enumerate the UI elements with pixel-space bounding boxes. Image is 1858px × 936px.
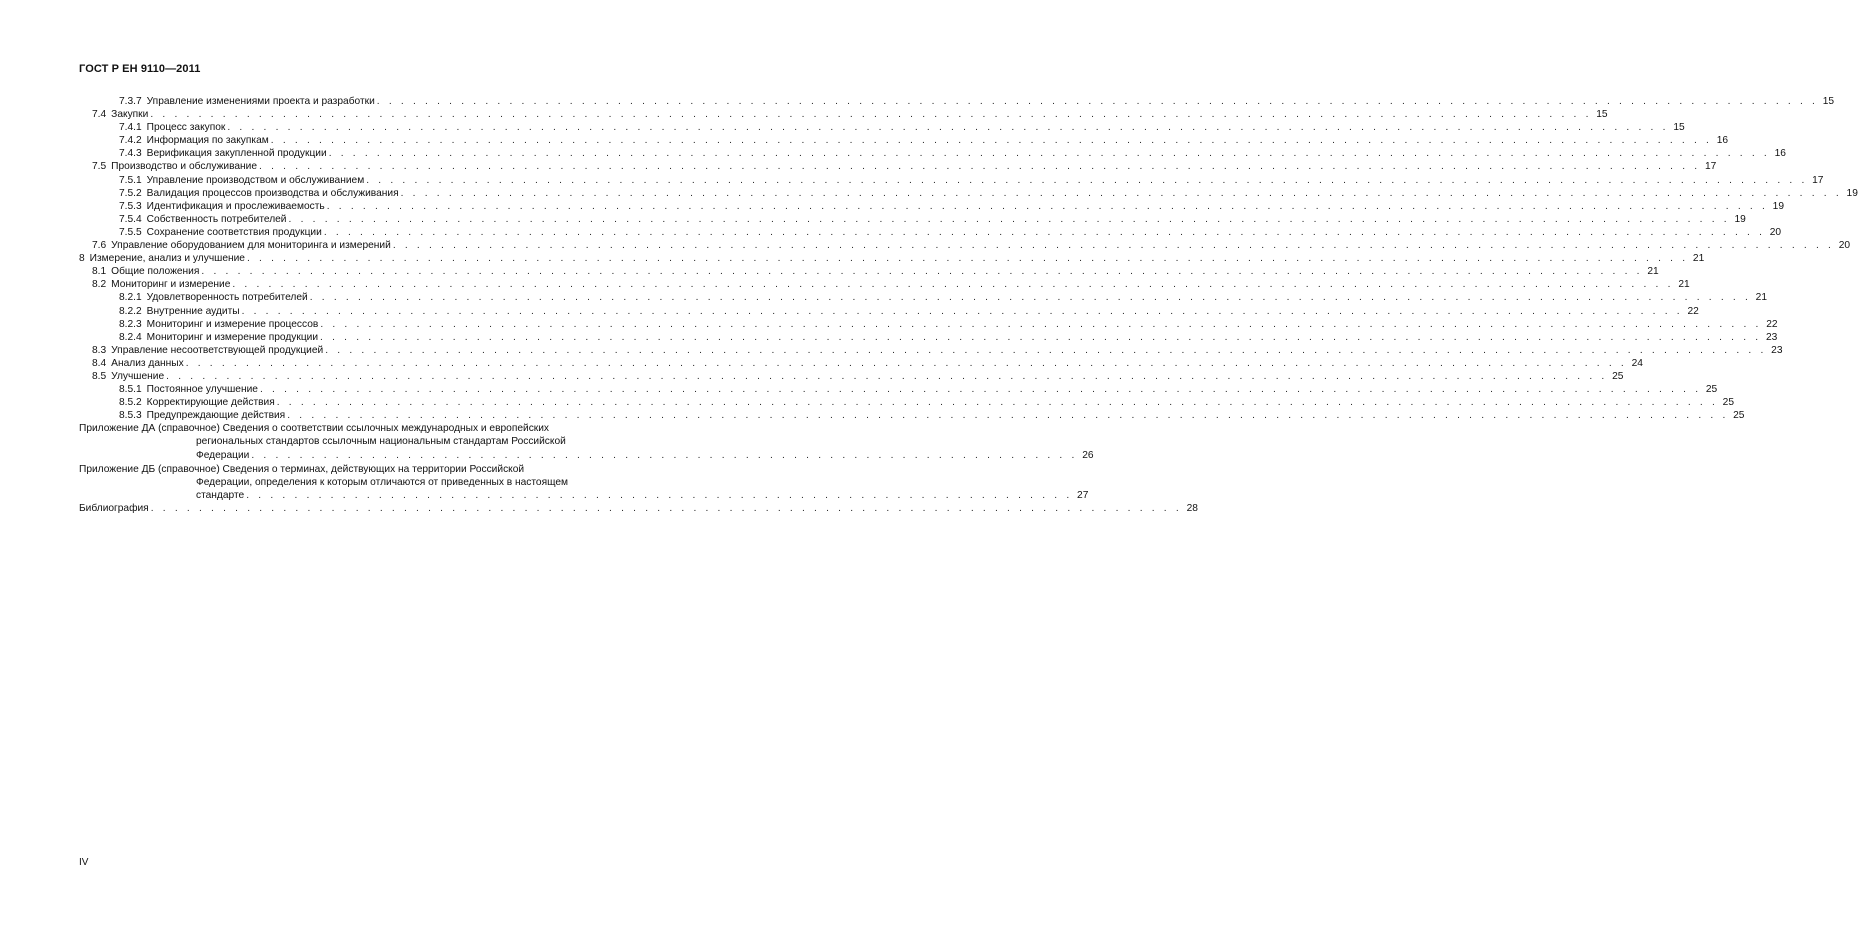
appendix-db-line3: стандарте [196, 489, 245, 501]
toc-entry-page: 22 [1687, 305, 1699, 317]
toc-entry-page: 25 [1722, 397, 1735, 409]
toc-appendix-db[interactable] [79, 463, 1089, 502]
toc-entry-number: 7.5.5 [119, 226, 142, 238]
toc-entry[interactable] [79, 396, 1735, 409]
leader-dots: . . . . . . . . . . . . . . . . . . . . . . . . . . . . . . . . . . . . . . . . . . . . . . . . . . . . . . . . . . . . . . . . . . . . . . . . . . . . . . . . . . . . . . . . . . . . . . . . . . . . . . . . . . . . . . . . . . . . . . . . [320, 318, 1762, 330]
toc-rows [79, 95, 1858, 422]
toc-entry[interactable] [79, 226, 1782, 239]
toc-entry-title: Процесс закупок [146, 122, 226, 134]
toc-entry-number: 8.5 [92, 370, 107, 382]
leader-dots: . . . . . . . . . . . . . . . . . . . . . . . . . . . . . . . . . . . . . . . . . . . . . . . . . . . . . . . . . . . . . . . . . . . . . . . . . . . . . . . . . . . . . . . . . . . . . . . . . . . . . . . . . . . . . . . . . . . . . . . . [166, 370, 1608, 382]
toc-entry[interactable] [79, 409, 1745, 422]
toc-entry-title: Собственность потребителей [146, 213, 287, 225]
toc-entry-page: 22 [1766, 318, 1778, 330]
toc-entry[interactable] [79, 344, 1783, 357]
toc-entry[interactable] [79, 187, 1858, 200]
toc-entry-number: 7.4.3 [119, 148, 142, 160]
leader-dots: . . . . . . . . . . . . . . . . . . . . . . . . . . . . . . . . . . . . . . . . . . . . . . . . . . . . . . . . . . . . . . . . . . . . . . . . . . . . . . . . . . . . . . . . . . . . . . . . . . . . . . . . . . . . . . . . . . . . . . . . [326, 200, 1768, 212]
toc-entry[interactable] [79, 305, 1699, 318]
toc-entry-page: 25 [1705, 384, 1718, 396]
toc-entry-number: 7.5.3 [119, 200, 142, 212]
leader-dots: . . . . . . . . . . . . . . . . . . . . . . . . . . . . . . . . . . . . . . . . . . . . . . . . . . . . . . . . . . . . . . . . . . . . . . . . . . . . . . . . . . . . . . . . . . . . . . . . . . . . . . . . . . . . . . . . . . . . . . . . [241, 305, 1683, 317]
leader-dots: . . . . . . . . . . . . . . . . . . . . . . . . . . . . . . . . . . . . . . . . . . . . . . . . . . . . . . . . . . . . . . . . . . . . . . . . . . . . . . . . . . . . . . . . . . . . . . . . . . . . . . . . . . . . . . . . . . . . . . . . [325, 344, 1767, 356]
leader-dots: . . . . . . . . . . . . . . . . . . . . . . . . . . . . . . . . . . . . . . . . . . . . . . . . . . . . . . . . . . . . . . . . . . . . . . . . . . . . . . . . . . . . . . . . . . . . . . . . . . . . . . . . . . . . . . . . . . . . . . . . [276, 397, 1719, 409]
leader-dots: . . . . . . . . . . . . . . . . . . . . . . . . . . . . . . . . . . . . . . . . . . . . . . . . . . . . . . . . . . . . . . . . . . . . . . . . . . . . . . . . . . . . . . . . . . . . . . . . . . . . . . . . . . . . . . . . . . . . . . . . [259, 384, 1702, 396]
leader-dots: . . . . . . . . . . . . . . . . . . . . . . . . . . . . . . . . . . . . . . . . . . . . . . . . . . . . . . . . . . . . . . . . . . . . . . . . . . . . . . . . . . . . . . . . . . . . . . . . . . . . . . . . . . . . . . . . . . . . . . . . [246, 253, 1689, 265]
toc-entry-page: 16 [1716, 135, 1729, 147]
toc-entry[interactable] [79, 265, 1659, 278]
toc-entry-page: 15 [1673, 122, 1685, 134]
leader-dots: . . . . . . . . . . . . . . . . . . . . . . . . . . . . . . . . . . . . . . . . . . . . . . . . . . . . . . . . . . . . . . . . . . . . . . . . . . . . . . . . . . . . . . . . . . . . . . . . . . . . . . . . . . . . . . . . . . . . . . . . [288, 213, 1730, 225]
appendix-da-page: 26 [1082, 449, 1094, 461]
toc-entry-page: 21 [1678, 279, 1690, 291]
toc-entry-title: Корректирующие действия [146, 397, 275, 409]
toc-entry-number: 8.2.2 [119, 305, 142, 317]
toc-entry-number: 7.3.7 [119, 96, 142, 107]
toc-entry-title: Постоянное улучшение [146, 384, 258, 396]
leader-dots: . . . . . . . . . . . . . . . . . . . . . . . . . . . . . . . . . . . . . . . . . . . . . . . . . . . . . . . . . . . . . . . . . . . . . . . . . . . . . . . . . . . . . . . . . . . . . . . . . . . . . . . . . . . . . . . . . . . . . . . . [259, 161, 1701, 173]
toc-entry-title: Информация по закупкам [146, 135, 269, 147]
toc-entry-page: 17 [1812, 174, 1824, 186]
toc-entry-number: 7.4.1 [119, 122, 142, 134]
toc-entry[interactable] [79, 331, 1778, 344]
toc-entry-number: 8.2.4 [119, 331, 142, 343]
document-header: ГОСТ Р ЕН 9110—2011 [79, 63, 201, 75]
toc-entry-number: 8.2 [92, 279, 107, 291]
toc-entry-title: Управление производством и обслуживанием [146, 174, 365, 186]
leader-dots: . . . . . . . . . . . . . . . . . . . . . . . . . . . . . . . . . . . . . . . . . . . . . . . . . . . . . . . . . . . . . . . . . . . . . . . . . . . . . . . . . . . . . . . . . . . . . . . . . . . . . . . . . . . . . . . . . . . . . . . . [270, 135, 1713, 147]
toc-entry-number: 8.1 [92, 266, 107, 278]
appendix-db-line2: Федерации, определения к которым отличаются от приведенных в настоящем [196, 476, 569, 488]
toc-entry-page: 15 [1596, 109, 1608, 121]
leader-dots: . . . . . . . . . . . . . . . . . . . . . . . . . . . . . . . . . . . . . . . . . . . . . . . . . . . . . . . . . . . . . . . . . . . . . . . . . . . . . . . . . . . . . . . . . . . . . . . . . . . . . . . . . . . . . . . . . . . . . . . . [323, 226, 1766, 238]
appendix-db-page: 27 [1077, 489, 1089, 501]
toc-entry-title: Закупки [111, 109, 149, 121]
leader-dots: . . . . . . . . . . . . . . . . . . . . . . . . . . . . . . . . . . . . . . . . . . . . . . . . . . . . . . . . . . . . . . . . . . . . . . . . . . . . . . . . . . . . . . . . . . . . . . . . . . . . . . . . . . . . . . . . . . . . . . . . [185, 357, 1627, 369]
toc-entry-title: Внутренние аудиты [146, 305, 240, 317]
leader-dots: . . . . . . . . . . . . . . . . . . . . . . . . . . . . . . . . . . . . . . . . . . . . . . . . . . . . . . . . . . . . . . . . . . . . . . . . . . . . . . . . . . . . . . . . . . . . . . . . . . . . . . . . . . . . . . . . . . . . . . . . [320, 331, 1762, 343]
toc-entry[interactable] [79, 291, 1768, 304]
leader-dots: . . . . . . . . . . . . . . . . . . . . . . . . . . . . . . . . . . . . . . . . . . . . . . . . . . . . . . . . . . . . . . . . . . . . . [251, 449, 1078, 461]
leader-dots: . . . . . . . . . . . . . . . . . . . . . . . . . . . . . . . . . . . . . . . . . . . . . . . . . . . . . . . . . . . . . . . . . . . . . . . . . . . . . . . . . . . . . . . . . . . . . . . . . . . . . . . . . . . . . . . . . . . . . . . . [150, 109, 1592, 121]
appendix-db-line3-row [79, 489, 1089, 502]
toc-entry[interactable] [79, 134, 1729, 147]
leader-dots: . . . . . . . . . . . . . . . . . . . . . . . . . . . . . . . . . . . . . . . . . . . . . . . . . . . . . . . . . . . . . . . . . . . . . . . . . . . . . . . . . . . . . . . . . . . . . . . . . . . . . . . . . . . . . . . . . . . . . . . . [392, 240, 1835, 252]
toc-entry-number: 8.5.1 [119, 384, 142, 396]
toc-entry[interactable] [79, 200, 1784, 213]
leader-dots: . . . . . . . . . . . . . . . . . . . . . . . . . . . . . . . . . . . . . . . . . . . . . . . . . . . . . . . . . . . . . . . . . . . . . . . . . . . . . . . . . . . . . . . . . . . . . . . . . . . . . . . . . . . . . . . . . . . . . . . . [227, 122, 1669, 134]
toc-entry[interactable] [79, 147, 1786, 160]
toc-appendix-da[interactable] [79, 422, 1094, 461]
leader-dots: . . . . . . . . . . . . . . . . . . . . . . . . . . . . . . . . . . . . . . . . . . . . . . . . . . . . . . . . . . . . . . . . . . . . . . . . . . . . . . . . . . . . . . . . . . . . . . . . . . . . . . . . . . . . . . . . . . . . . . . . [232, 279, 1674, 291]
toc-entry-title: Удовлетворенность потребителей [146, 292, 308, 304]
toc-entry[interactable] [79, 252, 1705, 265]
toc-entry-number: 7.5.4 [119, 213, 142, 225]
toc-entry-number: 7.6 [92, 240, 107, 252]
toc-entry-page: 19 [1772, 200, 1784, 212]
toc-entry-page: 15 [1822, 96, 1835, 107]
toc-entry-title: Анализ данных [111, 357, 184, 369]
leader-dots: . . . . . . . . . . . . . . . . . . . . . . . . . . . . . . . . . . . . . . . . . . . . . . . . . . . . . . . . . . . . . . . . . . . . . . . . . . . . . . . . . . . . . . . . . . . . . . . . . . . . . . . . . . . . . . . . . . . . . . . . [328, 148, 1770, 160]
appendix-da-line3: Федерации [196, 449, 250, 461]
toc-entry-title: Производство и обслуживание [111, 161, 258, 173]
toc-entry-page: 20 [1838, 240, 1851, 252]
toc-entry[interactable] [79, 318, 1778, 331]
toc-entry[interactable] [79, 108, 1608, 121]
toc-entry-title: Мониторинг и измерение процессов [146, 318, 319, 330]
toc-entry-title: Управление несоответствующей продукцией [111, 344, 324, 356]
toc-entry-title: Идентификация и прослеживаемость [146, 200, 325, 212]
toc-entry-number: 7.5 [92, 161, 107, 173]
toc-entry-title: Управление изменениями проекта и разработки [146, 96, 375, 107]
toc-entry-title: Общие положения [111, 266, 200, 278]
toc-entry-page: 23 [1771, 344, 1783, 356]
toc-entry-number: 8.2.1 [119, 292, 142, 304]
toc-entry-number: 7.4.2 [119, 135, 142, 147]
toc-entry-page: 25 [1612, 370, 1624, 382]
toc-entry-number: 8.2.3 [119, 318, 142, 330]
leader-dots: . . . . . . . . . . . . . . . . . . . . . . . . . . . . . . . . . . . . . . . . . . . . . . . . . . . . . . . . . . . . . . . . . . . . . [246, 489, 1073, 501]
leader-dots: . . . . . . . . . . . . . . . . . . . . . . . . . . . . . . . . . . . . . . . . . . . . . . . . . . . . . . . . . . . . . . . . . . . . . . . . . . . . . . . . . . . . . . . . . . . . . . . . . . . . . . . . . . . . . . . . . . . . . . . . [366, 174, 1808, 186]
appendix-db-line1: Приложение ДБ (справочное) Сведения о терминах, действующих на территории Российской [79, 463, 525, 475]
toc-entry-page: 25 [1733, 410, 1745, 422]
toc-entry[interactable] [79, 239, 1851, 252]
toc-entry-number: 7.5.1 [119, 174, 142, 186]
toc-entry[interactable] [79, 357, 1643, 370]
page-number-roman: IV [79, 857, 89, 868]
toc-entry-number: 7.5.2 [119, 187, 142, 199]
toc-entry-title: Верификация закупленной продукции [146, 148, 327, 160]
leader-dots: . . . . . . . . . . . . . . . . . . . . . . . . . . . . . . . . . . . . . . . . . . . . . . . . . . . . . . . . . . . . . . . . . . . . . . . . . . . . . . . . . . . . . . . . . . . . . . . . . . . . . . . . . . . . . . . . . . . . . . . . [376, 96, 1819, 107]
appendix-da-line2: региональных стандартов ссылочным национальным стандартам Российской [196, 436, 566, 448]
leader-dots: . . . . . . . . . . . . . . . . . . . . . . . . . . . . . . . . . . . . . . . . . . . . . . . . . . . . . . . . . . . . . . . . . . . . . . . . . . . . . . . . . . . . . . . . . . . . . . . . . . . . . . . . . . . . . . . . . . . . . . . . [400, 187, 1842, 199]
toc-entry[interactable] [79, 95, 1835, 108]
leader-dots: . . . . . . . . . . . . . . . . . . . . . . . . . . . . . . . . . . . . . . . . . . . . . . . . . . . . . . . . . . . . . . . . . . . . . . . . . . . . . . . . . . . . . . . . . . . . . . . . . . . . . . . . . . . . . . . . . . . . . . . . [309, 292, 1752, 304]
toc-entry-page: 23 [1765, 331, 1778, 343]
toc-entry-page: 21 [1647, 266, 1659, 278]
toc-entry[interactable] [79, 370, 1624, 383]
toc-entry[interactable] [79, 174, 1824, 187]
toc-entry-title: Измерение, анализ и улучшение [89, 253, 245, 265]
toc-entry-page: 24 [1631, 357, 1643, 369]
toc-entry-page: 19 [1846, 187, 1858, 199]
toc-entry[interactable] [79, 383, 1718, 396]
table-of-contents [79, 95, 1858, 515]
toc-entry-number: 8.5.3 [119, 410, 142, 422]
toc-entry-page: 16 [1774, 148, 1786, 160]
appendix-da-line1: Приложение ДА (справочное) Сведения о соответствии ссылочных международных и европейских [79, 423, 550, 435]
toc-entry-title: Мониторинг и измерение [111, 279, 231, 291]
bibliography-page: 28 [1186, 502, 1198, 514]
toc-entry-page: 20 [1769, 226, 1782, 238]
toc-entry-title: Сохранение соответствия продукции [146, 226, 322, 238]
toc-entry[interactable] [79, 213, 1746, 226]
toc-entry-title: Мониторинг и измерение продукции [146, 331, 319, 343]
toc-entry-number: 7.4 [92, 109, 107, 121]
leader-dots: . . . . . . . . . . . . . . . . . . . . . . . . . . . . . . . . . . . . . . . . . . . . . . . . . . . . . . . . . . . . . . . . . . . . . . . . . . . . . . . . . . . . . . . . . . . . . . . . . . . . . . . . . . . . . . . . . . . . . . . . [201, 266, 1643, 278]
toc-entry-title: Предупреждающие действия [146, 410, 286, 422]
toc-entry-number: 8.3 [92, 344, 107, 356]
toc-entry[interactable] [79, 278, 1690, 291]
toc-entry-title: Валидация процессов производства и обслуживания [146, 187, 399, 199]
toc-entry-title: Улучшение [111, 370, 165, 382]
leader-dots: . . . . . . . . . . . . . . . . . . . . . . . . . . . . . . . . . . . . . . . . . . . . . . . . . . . . . . . . . . . . . . . . . . . . . . . . . . . . . . . . . . . . . . [150, 502, 1182, 514]
toc-entry-page: 21 [1755, 292, 1768, 304]
bibliography-label: Библиография [79, 502, 149, 514]
toc-entry-page: 17 [1704, 161, 1717, 173]
toc-entry[interactable] [79, 121, 1685, 134]
toc-entry-number: 8.5.2 [119, 397, 142, 409]
leader-dots: . . . . . . . . . . . . . . . . . . . . . . . . . . . . . . . . . . . . . . . . . . . . . . . . . . . . . . . . . . . . . . . . . . . . . . . . . . . . . . . . . . . . . . . . . . . . . . . . . . . . . . . . . . . . . . . . . . . . . . . . [287, 410, 1729, 422]
toc-entry-number: 8.4 [92, 357, 107, 369]
toc-bibliography[interactable] [79, 502, 1198, 515]
appendix-da-line3-row [79, 449, 1094, 462]
toc-entry-page: 19 [1734, 213, 1746, 225]
toc-entry[interactable] [79, 160, 1717, 173]
toc-entry-number: 8 [79, 253, 85, 265]
toc-entry-title: Управление оборудованием для мониторинга и измерений [111, 240, 391, 252]
toc-entry-page: 21 [1692, 253, 1705, 265]
